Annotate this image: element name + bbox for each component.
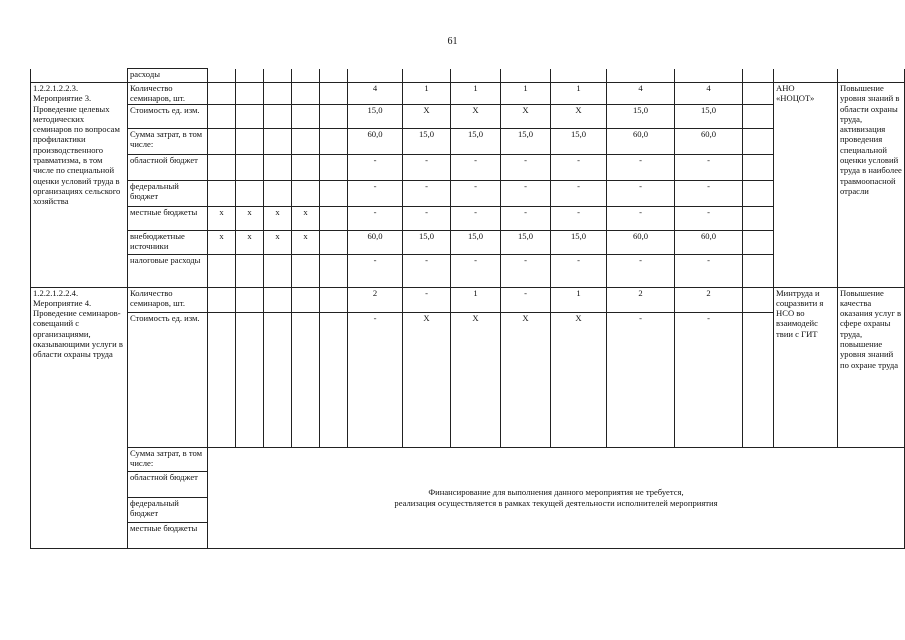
value-cell: - xyxy=(501,180,551,206)
empty-cell xyxy=(743,104,774,128)
value-cell: - xyxy=(451,254,501,287)
mark-cell: х xyxy=(264,206,292,230)
empty-cell xyxy=(743,287,774,312)
empty-cell xyxy=(208,287,236,312)
program-activities-table xyxy=(30,68,905,549)
value-cell: 1 xyxy=(551,287,607,312)
empty-cell xyxy=(501,69,551,83)
table-row xyxy=(31,154,905,180)
indicator-label: налоговые расходы xyxy=(128,254,208,287)
value-cell: Х xyxy=(551,312,607,447)
empty-cell xyxy=(743,83,774,105)
mark-cell xyxy=(236,154,264,180)
value-cell: - xyxy=(675,312,743,447)
empty-cell xyxy=(292,312,320,447)
value-cell: Х xyxy=(403,104,451,128)
activity-4-title: 1.2.2.1.2.2.4. Мероприятие 4. Проведение семинаров-совещаний с организациями, оказывающими услуги в области охраны труда xyxy=(31,287,128,548)
value-cell: - xyxy=(675,206,743,230)
value-cell: 1 xyxy=(451,83,501,105)
value-cell: 15,0 xyxy=(451,128,501,154)
activity-3-title: 1.2.2.1.2.2.3. Мероприятие 3. Проведение целевых методических семинаров по вопросам профилактики производственного травматизма, в том числе по специальной оценки условий труда в организациях сельского хозяйства xyxy=(31,83,128,288)
empty-cell xyxy=(264,287,292,312)
value-cell: - xyxy=(551,180,607,206)
page-number: 61 xyxy=(447,36,458,47)
empty-cell xyxy=(743,312,774,447)
value-cell: Х xyxy=(551,104,607,128)
mark-cell: х xyxy=(236,230,264,254)
indicator-label: Стоимость ед. изм. xyxy=(128,104,208,128)
indicator-label: Стоимость ед. изм. xyxy=(128,312,208,447)
mark-cell xyxy=(208,254,236,287)
empty-cell xyxy=(264,312,292,447)
value-cell: - xyxy=(675,154,743,180)
value-cell: 60,0 xyxy=(607,128,675,154)
value-cell: 4 xyxy=(607,83,675,105)
empty-cell xyxy=(236,69,264,83)
value-cell: - xyxy=(607,180,675,206)
value-cell: - xyxy=(675,180,743,206)
value-cell: 2 xyxy=(675,287,743,312)
indicator-label: областной бюджет xyxy=(128,154,208,180)
value-cell: 4 xyxy=(348,83,403,105)
value-cell: - xyxy=(501,287,551,312)
mark-cell xyxy=(264,104,292,128)
mark-cell: х xyxy=(264,230,292,254)
value-cell: Х xyxy=(451,312,501,447)
empty-cell xyxy=(292,69,320,83)
mark-cell xyxy=(292,180,320,206)
value-cell: 15,0 xyxy=(607,104,675,128)
empty-cell xyxy=(743,69,774,83)
mark-cell xyxy=(292,154,320,180)
empty-cell xyxy=(320,83,348,105)
mark-cell xyxy=(236,104,264,128)
mark-cell xyxy=(292,83,320,105)
mark-cell xyxy=(208,154,236,180)
financing-note xyxy=(208,447,905,548)
value-cell: 15,0 xyxy=(451,230,501,254)
empty-cell xyxy=(403,69,451,83)
value-cell: 1 xyxy=(551,83,607,105)
value-cell: 15,0 xyxy=(348,104,403,128)
financing-note-line-2: реализация осуществляется в рамках текущей деятельности исполнителей мероприятия xyxy=(394,497,718,508)
value-cell: 60,0 xyxy=(348,230,403,254)
table-row xyxy=(31,254,905,287)
value-cell: 60,0 xyxy=(607,230,675,254)
empty-cell xyxy=(320,180,348,206)
value-cell: 1 xyxy=(451,287,501,312)
mark-cell xyxy=(236,83,264,105)
mark-cell xyxy=(292,104,320,128)
value-cell: - xyxy=(551,154,607,180)
value-cell: - xyxy=(501,254,551,287)
value-cell: 1 xyxy=(403,83,451,105)
activity-3-executor: АНО «НОЦОТ» xyxy=(774,83,838,288)
value-cell: - xyxy=(403,180,451,206)
activity-4-result: Повышение качества оказания услуг в сфере охраны труда, повышение уровня знаний по охране труда xyxy=(838,287,905,447)
mark-cell xyxy=(264,154,292,180)
indicator-label: Количество семинаров, шт. xyxy=(128,83,208,105)
empty-cell xyxy=(320,104,348,128)
value-cell: - xyxy=(501,206,551,230)
value-cell: - xyxy=(451,206,501,230)
empty-cell xyxy=(320,154,348,180)
mark-cell xyxy=(208,104,236,128)
value-cell: 2 xyxy=(348,287,403,312)
mark-cell: х xyxy=(208,206,236,230)
empty-cell xyxy=(743,180,774,206)
table-row xyxy=(31,206,905,230)
mark-cell xyxy=(264,180,292,206)
value-cell: - xyxy=(607,154,675,180)
mark-cell: х xyxy=(208,230,236,254)
table-row xyxy=(31,287,905,312)
value-cell: Х xyxy=(501,312,551,447)
empty-cell xyxy=(236,287,264,312)
finance-label: областной бюджет xyxy=(128,471,208,497)
mark-cell: х xyxy=(292,230,320,254)
value-cell: 60,0 xyxy=(675,128,743,154)
empty-cell xyxy=(774,69,838,83)
mark-cell: х xyxy=(236,206,264,230)
value-cell: 1 xyxy=(501,83,551,105)
value-cell: Х xyxy=(451,104,501,128)
value-cell: - xyxy=(348,180,403,206)
empty-cell xyxy=(320,69,348,83)
value-cell: Х xyxy=(403,312,451,447)
value-cell: 15,0 xyxy=(551,128,607,154)
finance-label: местные бюджеты xyxy=(128,522,208,548)
table-row xyxy=(31,128,905,154)
finance-label: Сумма затрат, в том числе: xyxy=(128,447,208,471)
value-cell: - xyxy=(348,312,403,447)
mark-cell xyxy=(236,180,264,206)
mark-cell xyxy=(292,254,320,287)
financing-note-line-1: Финансирование для выполнения данного мероприятия не требуется, xyxy=(428,487,684,498)
empty-cell xyxy=(208,312,236,447)
empty-cell xyxy=(236,312,264,447)
value-cell: - xyxy=(403,287,451,312)
mark-cell xyxy=(264,83,292,105)
empty-cell xyxy=(743,206,774,230)
indicator-label: Сумма затрат, в том числе: xyxy=(128,128,208,154)
indicator-label: федеральный бюджет xyxy=(128,180,208,206)
indicator-label: местные бюджеты xyxy=(128,206,208,230)
empty-cell xyxy=(838,69,905,83)
value-cell: 15,0 xyxy=(403,230,451,254)
value-cell: 15,0 xyxy=(403,128,451,154)
value-cell: 15,0 xyxy=(551,230,607,254)
value-cell: 2 xyxy=(607,287,675,312)
empty-cell xyxy=(208,69,236,83)
mark-cell xyxy=(264,128,292,154)
table-row xyxy=(31,180,905,206)
value-cell: - xyxy=(451,180,501,206)
mark-cell xyxy=(236,128,264,154)
prev-block-fragment: расходы xyxy=(128,69,208,83)
empty-cell xyxy=(551,69,607,83)
empty-cell xyxy=(320,128,348,154)
indicator-label: Количество семинаров, шт. xyxy=(128,287,208,312)
table-row xyxy=(31,312,905,447)
activity-3-result: Повышение уровня знаний в области охраны труда, активизация проведения специальной оценки условий труда в наиболее травмоопасной отрасли xyxy=(838,83,905,288)
empty-cell xyxy=(607,69,675,83)
prev-block-cell xyxy=(31,69,128,83)
value-cell: 60,0 xyxy=(348,128,403,154)
value-cell: 15,0 xyxy=(501,128,551,154)
mark-cell: х xyxy=(292,206,320,230)
empty-cell xyxy=(675,69,743,83)
mark-cell xyxy=(236,254,264,287)
value-cell: - xyxy=(607,206,675,230)
table-row xyxy=(31,230,905,254)
empty-cell xyxy=(743,128,774,154)
value-cell: - xyxy=(501,154,551,180)
empty-cell xyxy=(292,287,320,312)
empty-cell xyxy=(348,69,403,83)
value-cell: - xyxy=(607,312,675,447)
empty-cell xyxy=(320,287,348,312)
value-cell: - xyxy=(403,154,451,180)
value-cell: 15,0 xyxy=(675,104,743,128)
mark-cell xyxy=(208,180,236,206)
value-cell: 60,0 xyxy=(675,230,743,254)
value-cell: - xyxy=(551,206,607,230)
value-cell: - xyxy=(403,254,451,287)
value-cell: Х xyxy=(501,104,551,128)
activity-4-executor: Минтруда и соцразвити я НСО во взаимодейс твии с ГИТ xyxy=(774,287,838,447)
value-cell: - xyxy=(403,206,451,230)
value-cell: - xyxy=(348,254,403,287)
mark-cell xyxy=(292,128,320,154)
value-cell: 4 xyxy=(675,83,743,105)
value-cell: - xyxy=(348,206,403,230)
empty-cell xyxy=(264,69,292,83)
empty-cell xyxy=(743,154,774,180)
empty-cell xyxy=(743,230,774,254)
value-cell: - xyxy=(348,154,403,180)
empty-cell xyxy=(320,230,348,254)
value-cell: - xyxy=(607,254,675,287)
empty-cell xyxy=(451,69,501,83)
empty-cell xyxy=(320,254,348,287)
finance-label: федеральный бюджет xyxy=(128,497,208,522)
value-cell: - xyxy=(551,254,607,287)
empty-cell xyxy=(320,206,348,230)
value-cell: - xyxy=(451,154,501,180)
empty-cell xyxy=(743,254,774,287)
empty-cell xyxy=(320,312,348,447)
value-cell: 15,0 xyxy=(501,230,551,254)
table-row xyxy=(31,83,905,105)
indicator-label: внебюджетные источники xyxy=(128,230,208,254)
mark-cell xyxy=(208,83,236,105)
table-row xyxy=(31,104,905,128)
mark-cell xyxy=(208,128,236,154)
mark-cell xyxy=(264,254,292,287)
table-row xyxy=(31,447,905,471)
value-cell: - xyxy=(675,254,743,287)
